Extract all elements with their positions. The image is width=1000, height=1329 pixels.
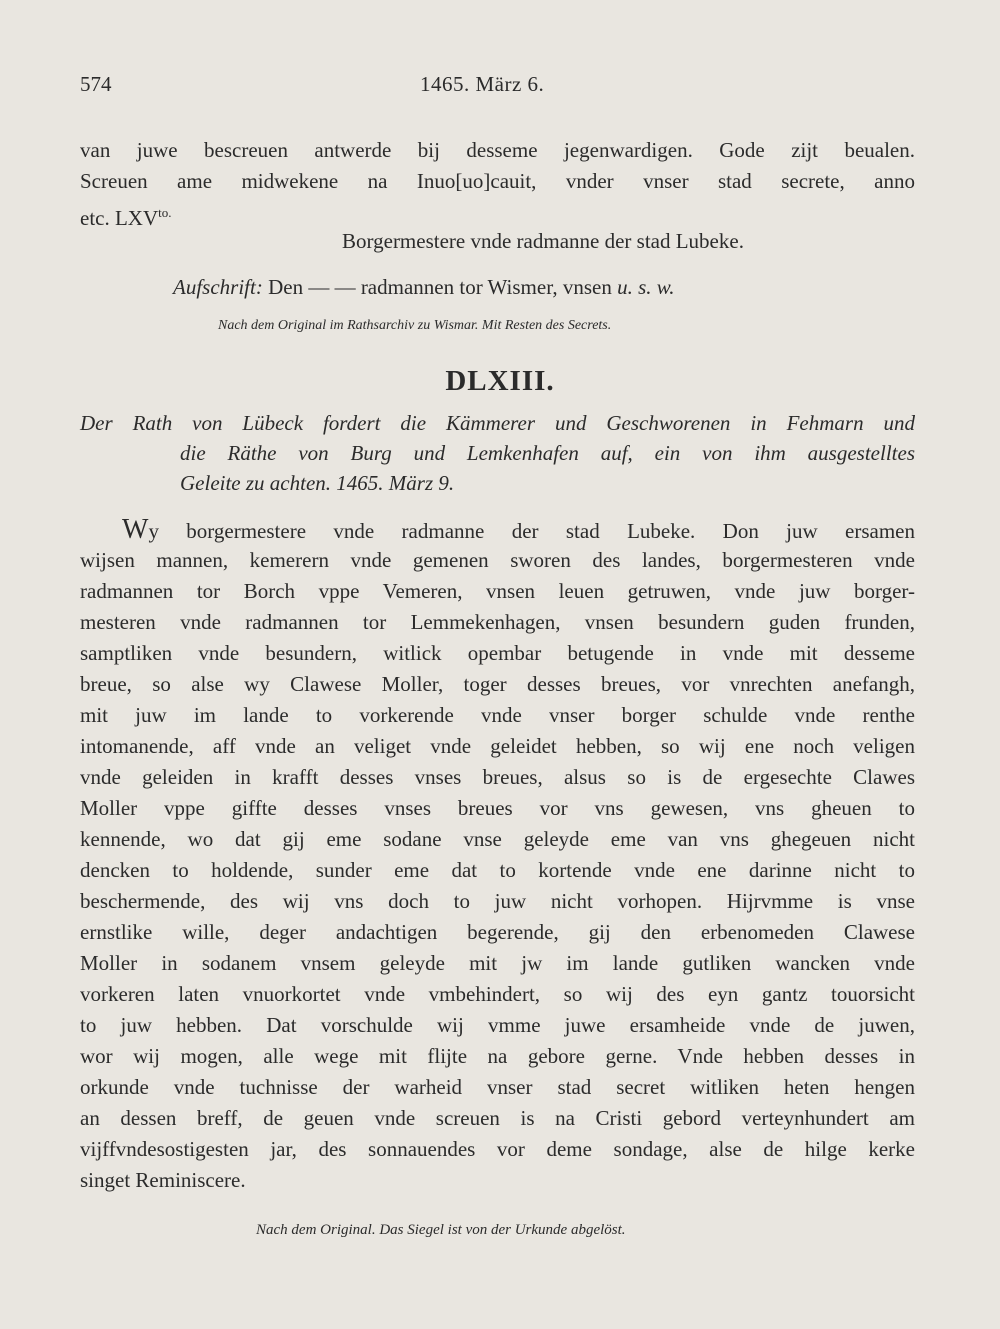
address-abbreviation: u. s. w. [617,275,675,299]
text-line: breue, so alse wy Clawese Moller, toger desses breues, vor vnrechten anefangh, [80,672,915,696]
text-line [80,197,915,228]
text-line: intomanende, aff vnde an veliget vnde geleidet hebben, so wij ene noch veligen [80,734,915,758]
first-line-text: y borgermestere vnde radmanne der stad Lubeke. Don juw ersamen [148,519,915,543]
address-label: Aufschrift: [173,275,263,299]
regest-line: die Räthe von Burg und Lemkenhafen auf, ein von ihm ausgestelltes [180,441,915,465]
text-line: beschermende, des wij vns doch to juw nicht vorhopen. Hijrvmme is vnse [80,889,915,913]
text-line: Moller in sodanem vnsem geleyde mit jw im lande gutliken wancken vnde [80,951,915,975]
text-line: mit juw im lande to vorkerende vnde vnser borger schulde vnde renthe [80,703,915,727]
year-text: etc. LXV [80,206,159,228]
regest [80,408,915,498]
text-line: wor wij mogen, alle wege mit flijte na gebore gerne. Vnde hebben desses in [80,1044,915,1068]
first-line [80,514,915,545]
text-line-last: singet Reminiscere. [80,1168,246,1192]
text-line: ernstlike wille, deger andachtigen begerende, gij den erbenomeden Clawese [80,920,915,944]
regest-line: Geleite zu achten. 1465. März 9. [180,471,455,495]
running-header [80,72,915,102]
text-line: an dessen breff, de geuen vnde screuen is na Cristi gebord verteynhundert am [80,1106,915,1130]
text-line: to juw hebben. Dat vorschulde wij vmme juwe ersamheide vnde de juwen, [80,1013,915,1037]
text-line: dencken to holdende, sunder eme dat to kortende vnde ene darinne nicht to [80,858,915,882]
text-line: vijffvndesostigesten jar, des sonnauendes vor deme sondage, alse de hilge kerke [80,1137,915,1161]
page-number: 574 [80,72,112,96]
text-line: radmannen tor Borch vppe Vemeren, vnsen leuen getruwen, vnde juw borger- [80,579,915,603]
source-note: Nach dem Original. Das Siegel ist von der Urkunde abgelöst. [256,1222,626,1238]
text-line: vnde geleiden in krafft desses vnses breues, alsus so is de ergesechte Clawes [80,765,915,789]
year-superscript: to. [158,205,172,220]
text-line: wijsen mannen, kemerern vnde gemenen sworen des landes, borgermesteren vnde [80,548,915,572]
header-date: 1465. März 6. [420,72,545,96]
document-body [80,514,915,1196]
text-line: van juwe bescreuen antwerde bij desseme jegenwardigen. Gode zijt beualen. [80,138,915,162]
text-line: orkunde vnde tuchnisse der warheid vnser stad secret witliken heten hengen [80,1075,915,1099]
text-line: vorkeren laten vnuorkortet vnde vmbehindert, so wij des eyn gantz touorsicht [80,982,915,1006]
document-number: DLXIII. [445,365,555,397]
address-text: Den — — radmannen tor Wismer, vnsen [262,275,618,299]
text-line: Screuen ame midwekene na Inuo[uo]cauit, vnder vnser stad secrete, anno [80,169,915,193]
text-line: samptliken vnde besundern, witlick opembar betugende in vnde mit desseme [80,641,915,665]
text-line: Moller vppe giffte desses vnses breues vor vns gewesen, vns gheuen to [80,796,915,820]
text-line: mesteren vnde radmannen tor Lemmekenhagen, vnsen besundern guden frunden, [80,610,915,634]
signature-line: Borgermestere vnde radmanne der stad Lubeke. [342,229,744,253]
initial-letter: W [122,514,149,545]
previous-document-end [80,135,915,228]
address-line [173,272,674,303]
text-line: kennende, wo dat gij eme sodane vnse geleyde eme van vns ghegeuen nicht [80,827,915,851]
source-note: Nach dem Original im Rathsarchiv zu Wismar. Mit Resten des Secrets. [218,318,612,333]
regest-line: Der Rath von Lübeck fordert die Kämmerer und Geschworenen in Fehmarn und [80,411,915,435]
